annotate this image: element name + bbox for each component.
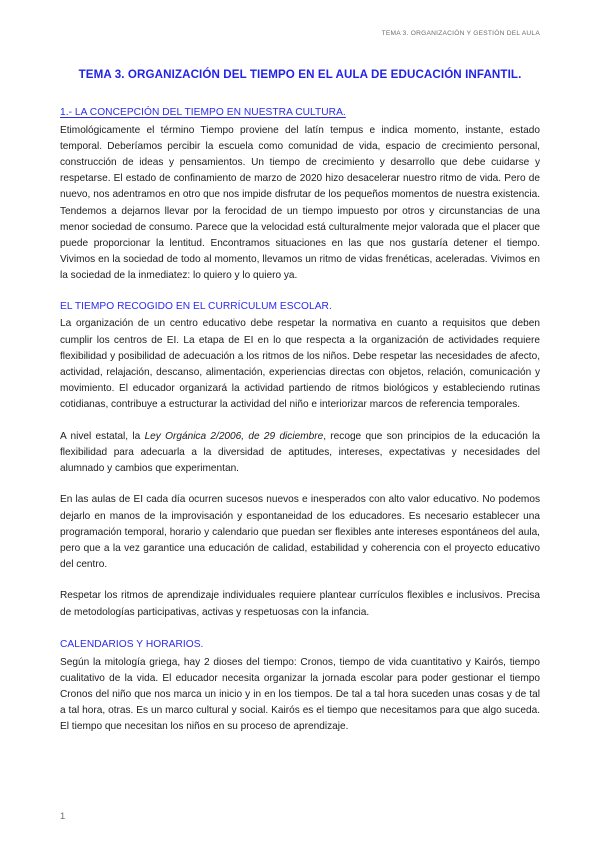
running-header: TEMA 3. ORGANIZACIÓN Y GESTIÓN DEL AULA [381,30,540,37]
ley-organica-text-after: , recoge que son principios de la educación la flexibilidad para adecuarla a la diversidad de aptitudes, intereses, expectativas y necesidades del alumnado y cambios que experimentan. [60,430,541,475]
page-number: 1 [60,810,66,821]
paragraph-ritmos-aprendizaje: Respetar los ritmos de aprendizaje individuales requiere plantear currículos flexibles e inclusivos. Precisa de metodologías participativas, activas y respetuosas con la infancia. [60,590,540,618]
paragraph-etimologia-tiempo: Etimológicamente el término Tiempo proviene del latín tempus e indica momento, instante, estado temporal. Deberíamos percibir la escuela como comunidad de vida, espacio de crecimiento personal, construcción de ideas y pensamientos. Un tiempo de crecimiento y desarrollo que debe cuidarse y respetarse. El estado de confinamiento de marzo de 2020 hizo desacelerar nuestro ritmo de vida. Pero de nuevo, nos adentramos en otro que nos impide disfrutar de los pequeños momentos de nuestra existencia. Tendemos a dejarnos llevar por la ferocidad de un tiempo impuesto por otros y circunstancias de una menor sociedad de consumo. Parece que la velocidad está culturalmente mejor valorada que el placer que puede proporcionar la lentitud. Encontramos situaciones en las que nos gustaría detener el tiempo. Vivimos en la sociedad de todo al momento, llevamos un ritmo de vidas frenéticas, aceleradas. Vivimos en la sociedad de la inmediatez: lo quiero y lo quiero ya. [60,124,540,282]
section-heading-curriculum-escolar: EL TIEMPO RECOGIDO EN EL CURRÍCULUM ESCOLAR. [60,300,332,312]
section-heading-concepcion-del-tiempo: 1.- LA CONCEPCIÓN DEL TIEMPO EN NUESTRA CULTURA. [60,106,346,118]
paragraph-ley-organica [60,429,540,478]
paragraph-organizacion-centro-educativo: La organización de un centro educativo debe respetar la normativa en cuanto a requisitos que deben cumplir los centros de EI. La etapa de EI en lo que respecta a la organización de actividades requiere flexibilidad y posibilidad de adecuación a los ritmos de los niños. Debe respetar las necesidades de afecto, actividad, relajación, descanso, alimentación, experiencias directas con objetos, relación, comunicación y movimiento. El educador organizará la actividad partiendo de ritmos biológicos y estableciendo rutinas cotidianas, contribuye a estructurar la actividad del niño e interiorizar marcos de referencia temporales. [60,318,540,411]
paragraph-sucesos-inesperados: En las aulas de EI cada día ocurren sucesos nuevos e inesperados con alto valor educativo. No podemos dejarlo en manos de la improvisación y espontaneidad de los educadores. Es necesario establecer una programación temporal, horario y calendario que puedan ser flexibles ante intereses espontáneos del aula, pero que a la vez garantice una educación de calidad, estabilidad y coherencia con el proyecto educativo del centro. [60,494,540,571]
section-heading-calendarios-horarios: CALENDARIOS Y HORARIOS. [60,638,204,650]
ley-organica-reference: Ley Orgánica 2/2006, de 29 diciembre [144,430,324,442]
paragraph-cronos-kairos: Según la mitología griega, hay 2 dioses del tiempo: Cronos, tiempo de vida cuantitativo y Kairós, tiempo cualitativo de la vida. El educador necesita organizar la jornada escolar para poder gestionar el tiempo Cronos del niño que nos marca un inicio y in en los tiempos. De tal a tal hora suceden unas cosas y de tal a tal hora, otras. Es un marco cultural y social. Kairós es el tiempo que necesitamos para que algo suceda. El tiempo que necesitan los niños en su proceso de aprendizaje. [60,656,540,733]
ley-organica-text-before: A nivel estatal, la [60,430,145,442]
page-title: TEMA 3. ORGANIZACIÓN DEL TIEMPO EN EL AULA DE EDUCACIÓN INFANTIL. [78,67,522,81]
